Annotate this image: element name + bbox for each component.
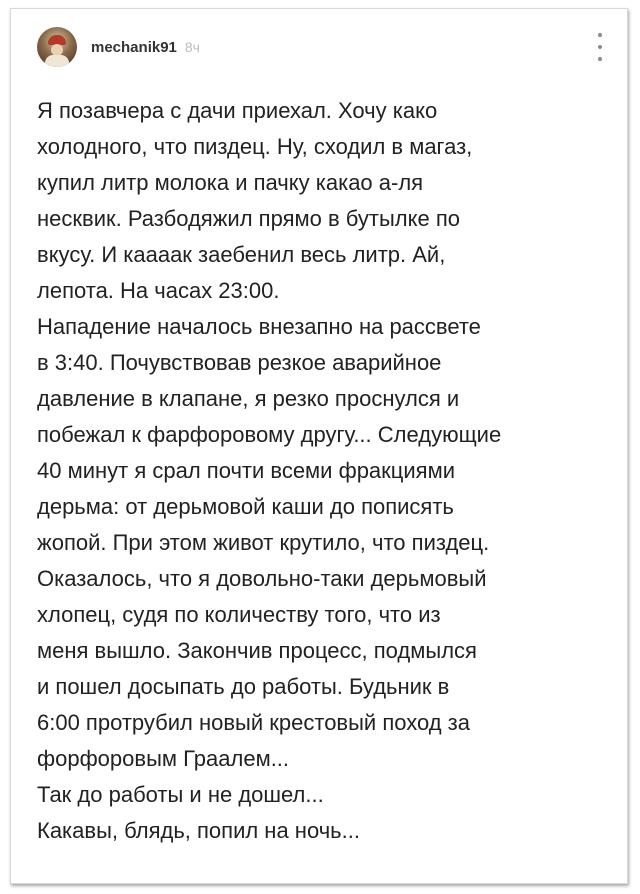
comment-line: хлопец, судя по количеству того, что из: [37, 602, 441, 627]
comment-line: меня вышло. Закончив процесс, подмылся: [37, 638, 477, 663]
comment-line: Я позавчера с дачи приехал. Хочу како: [37, 98, 438, 123]
comment-line: холодного, что пиздец. Ну, сходил в магаз,: [37, 134, 473, 159]
comment-line: 40 минут я срал почти всеми фракциями: [37, 458, 455, 483]
comment-line: жопой. При этом живот крутило, что пиздец.: [37, 530, 490, 555]
comment-line: в 3:40. Почувствовав резкое аварийное: [37, 350, 442, 375]
comment-line: Нападение началось внезапно на рассвете: [37, 314, 481, 339]
comment-card: [10, 8, 628, 884]
comment-line: Какавы, блядь, попил на ночь...: [37, 818, 360, 843]
comment-line: побежал к фарфоровому другу... Следующие: [37, 422, 502, 447]
comment-line: лепота. На часах 23:00.: [37, 278, 280, 303]
avatar[interactable]: [37, 27, 77, 67]
comment-line: несквик. Разбодяжил прямо в бутылке по: [37, 206, 460, 231]
username-link[interactable]: mechanik91: [91, 38, 177, 56]
avatar-body-shape: [45, 55, 69, 67]
comment-header: [37, 27, 200, 67]
comment-line: 6:00 протрубил новый крестовый поход за: [37, 710, 471, 735]
more-options-icon[interactable]: [593, 33, 607, 61]
comment-line: вкусу. И каааак заебенил весь литр. Ай,: [37, 242, 446, 267]
comment-line: и пошел досыпать до работы. Будьник в: [37, 674, 450, 699]
timestamp: 8ч: [184, 39, 200, 55]
menu-dot: [598, 33, 602, 37]
comment-line: купил литр молока и пачку какао а-ля: [37, 170, 424, 195]
comment-line: дерьма: от дерьмовой каши до пописять: [37, 494, 454, 519]
comment-line: давление в клапане, я резко проснулся и: [37, 386, 460, 411]
comment-line: Оказалось, что я довольно-таки дерьмовый: [37, 566, 487, 591]
comment-line: Так до работы и не дошел...: [37, 782, 324, 807]
menu-dot: [598, 45, 602, 49]
comment-body: [37, 93, 597, 849]
comment-line: форфоровым Граалем...: [37, 746, 290, 771]
menu-dot: [598, 57, 602, 61]
